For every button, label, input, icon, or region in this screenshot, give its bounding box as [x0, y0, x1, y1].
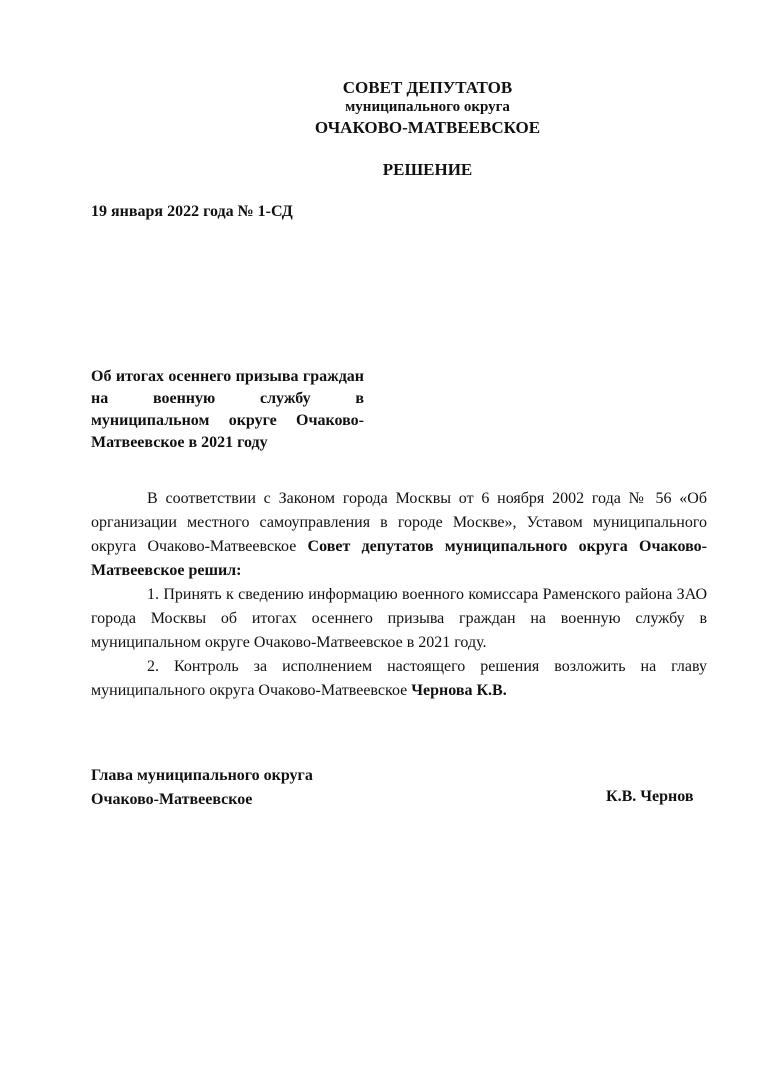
- intro-resolution: Совет депутатов муниципального округа Очаково-Матвеевское решил:: [91, 538, 707, 579]
- municipality-name-heading: ОЧАКОВО-МАТВЕЕВСКОЕ: [314, 118, 541, 137]
- decision-subject: Об итогах осеннего призыва граждан на военную службу в муниципальном округе Очаково-Матвеевское в 2021 году: [91, 368, 364, 451]
- intro-paragraph: [91, 487, 707, 583]
- decision-heading: РЕШЕНИЕ: [382, 160, 473, 179]
- signature-title-line-2: Очаково-Матвеевское: [91, 791, 253, 808]
- item-2-responsible: Чернова К.В.: [411, 682, 507, 699]
- item-2-text: 2. Контроль за исполнением настоящего решения возложить на главу муниципального округа Очаково-Матвеевское: [91, 658, 707, 699]
- decision-body: [91, 487, 707, 703]
- district-heading: муниципального округа: [345, 99, 510, 115]
- signature-title-line-1: Глава муниципального округа: [91, 767, 313, 784]
- item-1: 1. Принять к сведению информацию военного комиссара Раменского района ЗАО города Москвы об итогах осеннего призыва граждан на военную службу в муниципальном округе Очаково-Матвеевское в 2021 году.: [91, 586, 707, 651]
- council-heading: СОВЕТ ДЕПУТАТОВ: [342, 78, 513, 97]
- signature-name: К.В. Чернов: [606, 788, 694, 805]
- intro-text: В соответствии с Законом города Москвы от 6 ноября 2002 года № 56 «Об организации местного самоуправления в городе Москве», Уставом муниципального округа Очаково-Матвеевское: [91, 490, 707, 555]
- date-and-number: 19 января 2022 года № 1-СД: [91, 203, 293, 220]
- signature-title: [91, 764, 313, 812]
- item-2: [91, 655, 707, 703]
